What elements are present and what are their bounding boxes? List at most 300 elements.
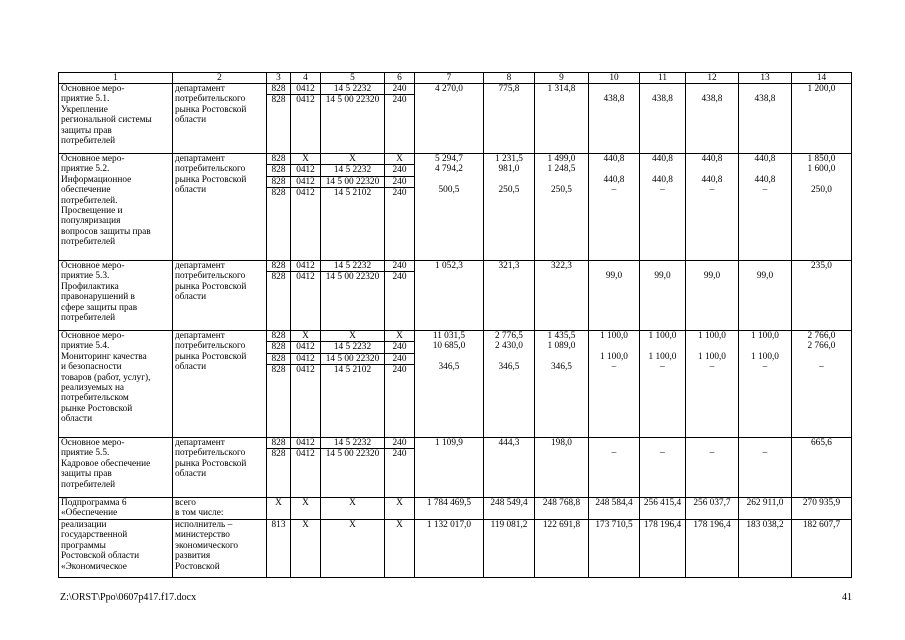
value-line: 828	[267, 176, 291, 187]
value-cell	[640, 84, 686, 154]
column-header: 5	[321, 73, 385, 84]
responsible-line: потребительского	[175, 341, 246, 352]
value-line: 0412	[291, 94, 321, 105]
value-cell	[484, 438, 535, 498]
responsible-cell	[173, 84, 267, 154]
value-cell	[385, 498, 415, 520]
value-cell	[792, 154, 852, 261]
value-cell	[291, 438, 321, 498]
value-line: 1 600,0	[807, 164, 836, 175]
activity-name-line: государственной	[61, 530, 128, 541]
column-header: 6	[385, 73, 415, 84]
value-line	[686, 438, 738, 448]
value-line: 346,5	[498, 362, 520, 373]
value-line: –	[611, 362, 617, 373]
value-line	[686, 261, 738, 271]
value-cell	[535, 498, 589, 520]
value-cell	[792, 331, 852, 438]
value-line: 122 691,8	[542, 520, 581, 530]
value-line: 828	[267, 187, 291, 198]
value-line: 14 5 00 22320	[321, 353, 385, 364]
responsible-line: министерство	[175, 530, 230, 541]
column-header: 10	[589, 73, 640, 84]
activity-name-line: области	[61, 414, 93, 425]
activity-name-line: потребителей.	[61, 195, 118, 206]
value-line	[535, 448, 588, 458]
value-line: 270 935,9	[802, 498, 841, 508]
value-cell	[484, 154, 535, 261]
activity-name-cell	[59, 84, 173, 154]
value-line	[739, 164, 791, 174]
value-cell	[415, 331, 484, 438]
value-cell	[535, 520, 589, 578]
activity-name-line: сфере защиты прав	[61, 302, 138, 313]
value-line: X	[349, 154, 356, 164]
value-line	[589, 261, 639, 271]
value-cell	[385, 331, 415, 438]
activity-name-line: приятие 5.4.	[61, 341, 110, 352]
value-cell	[739, 438, 792, 498]
value-line: –	[660, 362, 665, 373]
value-line: X	[302, 498, 309, 508]
activity-name-line: программы	[61, 540, 106, 551]
responsible-line: рынка Ростовской	[175, 281, 247, 292]
column-header: 1	[59, 73, 173, 84]
column-header: 8	[484, 73, 535, 84]
value-line: 2 776,5	[495, 331, 523, 341]
value-line	[640, 164, 685, 174]
value-line	[739, 84, 791, 94]
activity-name-cell	[59, 498, 173, 520]
table-row	[59, 331, 852, 438]
value-line: 0412	[296, 84, 315, 94]
value-cell	[484, 331, 535, 438]
value-line: –	[611, 448, 617, 459]
activity-name-line: Основное меро-	[61, 261, 125, 271]
value-line	[535, 175, 588, 185]
value-line: 440,8	[603, 154, 625, 164]
value-line	[686, 341, 738, 351]
value-line: X	[302, 154, 309, 164]
responsible-line: области	[175, 469, 207, 480]
value-line: 346,5	[438, 362, 460, 373]
value-line: –	[762, 362, 768, 373]
value-cell	[739, 261, 792, 331]
activity-name-line: региональной системы	[61, 115, 152, 126]
value-line: 256 415,4	[643, 498, 682, 508]
responsible-cell	[173, 520, 267, 578]
value-line: 828	[267, 271, 291, 282]
value-line: 438,8	[652, 94, 673, 105]
value-line: –	[611, 185, 617, 196]
value-line	[484, 175, 534, 185]
value-line	[484, 94, 534, 104]
value-cell	[640, 438, 686, 498]
value-line: 828	[271, 261, 286, 271]
value-line: 0412	[291, 271, 321, 282]
value-cell	[589, 154, 640, 261]
value-line: X	[349, 331, 356, 341]
value-line: 321,3	[498, 261, 520, 271]
value-line: X	[349, 498, 356, 508]
activity-name-line: Основное меро-	[61, 331, 125, 341]
value-line: 0412	[291, 364, 321, 375]
value-cell	[686, 438, 739, 498]
value-line: 828	[271, 154, 286, 164]
value-line: 1 248,5	[547, 164, 576, 175]
value-cell	[291, 331, 321, 438]
value-line	[535, 352, 588, 362]
value-line	[415, 94, 483, 104]
value-cell	[321, 520, 385, 578]
value-cell	[640, 331, 686, 438]
table-header-row	[59, 73, 852, 84]
activity-name-line: Профилактика	[61, 281, 119, 292]
value-cell	[484, 498, 535, 520]
value-line: 1 499,0	[547, 154, 576, 164]
activity-name-line: приятие 5.3.	[61, 271, 110, 282]
activity-name-line: популяризация	[61, 216, 121, 227]
value-line	[640, 341, 685, 351]
value-line: 440,8	[603, 174, 625, 185]
value-line: X	[302, 520, 309, 530]
value-line: 173 710,5	[595, 520, 633, 530]
value-line: 828	[267, 341, 291, 352]
value-line: 235,0	[811, 261, 832, 271]
value-line: 1 100,0	[600, 351, 628, 362]
value-cell	[291, 498, 321, 520]
responsible-line: области	[175, 185, 207, 196]
value-line	[535, 271, 588, 281]
value-line: 775,8	[498, 84, 520, 94]
value-cell	[686, 520, 739, 578]
activity-name-line: реализуемых на	[61, 382, 125, 393]
responsible-cell	[173, 261, 267, 331]
table-row	[59, 498, 852, 520]
value-line: 99,0	[703, 271, 721, 282]
value-line: 11 031,5	[432, 331, 466, 341]
budget-table	[58, 72, 852, 578]
value-line: 14 5 2232	[333, 84, 372, 94]
responsible-line: всего	[175, 498, 196, 508]
responsible-line: потребительского	[175, 94, 246, 105]
value-line: 438,8	[701, 94, 723, 105]
value-line	[415, 271, 483, 281]
value-line: 0412	[291, 448, 321, 459]
value-cell	[267, 498, 291, 520]
value-cell	[589, 438, 640, 498]
value-cell	[415, 261, 484, 331]
value-cell	[415, 438, 484, 498]
value-line: 178 196,4	[643, 520, 682, 530]
value-cell	[321, 498, 385, 520]
value-line: 248 768,8	[542, 498, 581, 508]
value-line	[484, 448, 534, 458]
value-line: 14 5 2102	[321, 187, 385, 198]
responsible-line: департамент	[175, 261, 225, 271]
value-line: 240	[385, 271, 415, 282]
value-cell	[792, 438, 852, 498]
value-line: 240	[392, 84, 407, 94]
column-header: 7	[415, 73, 484, 84]
value-cell	[535, 154, 589, 261]
value-line	[589, 84, 639, 94]
value-line: 828	[271, 331, 286, 341]
value-line: 1 784 469,5	[426, 498, 472, 508]
value-line: 0412	[291, 164, 321, 175]
value-cell	[321, 154, 385, 261]
responsible-line: рынка Ростовской	[175, 104, 247, 115]
value-cell	[415, 498, 484, 520]
responsible-line: исполнитель –	[175, 520, 233, 530]
activity-name-line: «Экономическое	[61, 561, 127, 572]
value-line	[792, 352, 851, 362]
value-cell	[385, 154, 415, 261]
responsible-line: области	[175, 362, 207, 373]
value-cell	[385, 438, 415, 498]
activity-name-cell	[59, 261, 173, 331]
value-cell	[739, 84, 792, 154]
value-line: 1 100,0	[751, 331, 779, 341]
responsible-line: экономического	[175, 540, 239, 551]
value-line	[589, 164, 639, 174]
value-line: –	[819, 362, 824, 373]
value-line: 1 231,5	[495, 154, 523, 164]
value-cell	[535, 438, 589, 498]
value-cell	[267, 154, 291, 261]
value-cell	[640, 498, 686, 520]
value-line	[640, 261, 685, 271]
value-line: 440,8	[701, 154, 723, 164]
value-line: X	[349, 520, 356, 530]
value-line	[640, 438, 685, 448]
activity-name-line: реализации	[61, 520, 107, 530]
value-line: X	[396, 498, 403, 508]
value-line: 4 794,2	[435, 164, 463, 175]
value-cell	[686, 261, 739, 331]
responsible-line: потребительского	[175, 448, 246, 459]
value-cell	[739, 154, 792, 261]
value-line	[484, 271, 534, 281]
activity-name-line: Укрепление	[61, 104, 108, 115]
value-line	[415, 352, 483, 362]
responsible-cell	[173, 154, 267, 261]
value-cell	[535, 261, 589, 331]
value-line: 250,0	[811, 185, 832, 196]
value-line: 1 100,0	[648, 331, 677, 341]
responsible-line: потребительского	[175, 164, 246, 175]
value-line: 438,8	[754, 94, 776, 105]
responsible-cell	[173, 438, 267, 498]
value-line: 1 089,0	[547, 341, 576, 352]
value-line: –	[709, 362, 715, 373]
responsible-line: в том числе:	[175, 508, 224, 519]
value-line: 99,0	[605, 271, 623, 282]
value-cell	[385, 261, 415, 331]
column-header: 2	[173, 73, 267, 84]
value-line: 14 5 2232	[321, 341, 385, 352]
value-line	[792, 448, 851, 458]
column-header: 9	[535, 73, 589, 84]
table-row	[59, 154, 852, 261]
value-line	[640, 84, 685, 94]
responsible-cell	[173, 331, 267, 438]
value-line: 5 294,7	[435, 154, 463, 164]
value-cell	[686, 331, 739, 438]
activity-name-line: Основное меро-	[61, 438, 125, 448]
value-line: 1 109,9	[435, 438, 463, 448]
value-line: 828	[267, 353, 291, 364]
activity-name-cell	[59, 154, 173, 261]
activity-name-line: приятие 5.5.	[61, 448, 110, 459]
value-line: 0412	[291, 187, 321, 198]
value-line: 1 100,0	[698, 331, 726, 341]
value-cell	[484, 520, 535, 578]
value-line: 2 430,0	[495, 341, 523, 352]
value-line: 440,8	[754, 154, 776, 164]
activity-name-line: «Обеспечение	[61, 508, 118, 519]
document-page	[58, 72, 851, 578]
value-line: 1 200,0	[807, 84, 836, 94]
file-path: Z:\ORST\Ppo\0607p417.f17.docx	[60, 592, 197, 603]
activity-name-line: Подпрограмма 6	[61, 498, 127, 508]
value-line	[484, 352, 534, 362]
responsible-line: развития	[175, 551, 211, 562]
activity-name-line: обеспечение	[61, 185, 111, 196]
activity-name-line: Кадровое обеспечение	[61, 458, 151, 469]
value-line: 322,3	[551, 261, 572, 271]
activity-name-line: вопросов защиты прав	[61, 226, 151, 237]
value-cell	[291, 520, 321, 578]
value-line: 1 100,0	[751, 351, 779, 362]
value-line: 10 685,0	[432, 341, 466, 352]
activity-name-line: потребителей	[61, 479, 116, 490]
value-line	[415, 448, 483, 458]
value-line	[686, 84, 738, 94]
value-cell	[321, 438, 385, 498]
value-line: 240	[385, 164, 415, 175]
activity-name-line: Информационное	[61, 174, 132, 185]
value-line	[792, 94, 851, 104]
activity-name-line: приятие 5.1.	[61, 94, 110, 105]
value-line: –	[762, 448, 768, 459]
value-line: 14 5 00 22320	[321, 448, 385, 459]
value-line: 2 766,0	[807, 331, 836, 341]
responsible-line: рынка Ростовской	[175, 458, 247, 469]
value-line: 828	[267, 448, 291, 459]
responsible-line: департамент	[175, 438, 225, 448]
value-line: 500,5	[438, 185, 460, 196]
value-line: 828	[271, 438, 286, 448]
value-cell	[589, 261, 640, 331]
activity-name-line: защиты прав	[61, 469, 112, 480]
value-line: 14 5 2232	[321, 164, 385, 175]
value-line: 828	[267, 164, 291, 175]
value-line: 0412	[291, 176, 321, 187]
value-line: 240	[392, 438, 407, 448]
value-line: –	[762, 185, 768, 196]
value-cell	[589, 331, 640, 438]
value-line: 440,8	[754, 174, 776, 185]
value-cell	[321, 84, 385, 154]
value-line: 828	[271, 84, 286, 94]
value-cell	[267, 520, 291, 578]
value-line: 440,8	[701, 174, 723, 185]
value-line: 256 037,7	[693, 498, 731, 508]
value-line: X	[302, 331, 309, 341]
value-cell	[739, 331, 792, 438]
value-line	[739, 438, 791, 448]
column-header: 14	[792, 73, 852, 84]
activity-name-line: рынке Ростовской	[61, 403, 133, 414]
value-line: 14 5 00 22320	[321, 271, 385, 282]
value-line	[792, 271, 851, 281]
value-line: 828	[267, 364, 291, 375]
value-line	[589, 438, 639, 448]
value-line: 240	[385, 94, 415, 105]
column-header: 13	[739, 73, 792, 84]
value-line: 2 766,0	[807, 341, 836, 352]
value-cell	[739, 520, 792, 578]
value-line: 813	[271, 520, 286, 530]
value-line: 438,8	[603, 94, 625, 105]
activity-name-line: приятие 5.2.	[61, 164, 110, 175]
value-cell	[535, 84, 589, 154]
value-line: 444,3	[498, 438, 520, 448]
responsible-line: департамент	[175, 84, 225, 94]
value-line	[792, 175, 851, 185]
value-line: 198,0	[551, 438, 572, 448]
value-line: 346,5	[551, 362, 572, 373]
activity-name-line: потребителей	[61, 312, 116, 323]
value-line: –	[660, 185, 665, 196]
value-cell	[686, 498, 739, 520]
value-line: –	[660, 448, 665, 459]
responsible-line: области	[175, 115, 207, 126]
value-line	[739, 261, 791, 271]
value-cell	[640, 154, 686, 261]
value-cell	[291, 261, 321, 331]
value-cell	[589, 498, 640, 520]
value-line: 99,0	[756, 271, 774, 282]
value-cell	[291, 84, 321, 154]
activity-name-line: правонарушений в	[61, 292, 135, 303]
activity-name-cell	[59, 331, 173, 438]
activity-name-line: Просвещение и	[61, 205, 123, 216]
value-line: 240	[385, 187, 415, 198]
activity-name-line: товаров (работ, услуг),	[61, 372, 151, 383]
activity-name-cell	[59, 438, 173, 498]
value-line: 14 5 2232	[333, 261, 372, 271]
value-cell	[792, 498, 852, 520]
table-row	[59, 84, 852, 154]
value-cell	[321, 261, 385, 331]
value-cell	[267, 438, 291, 498]
value-line	[739, 341, 791, 351]
value-cell	[267, 84, 291, 154]
responsible-line: департамент	[175, 331, 225, 341]
value-cell	[739, 498, 792, 520]
activity-name-line: Мониторинг качества	[61, 351, 147, 362]
value-line: 248 549,4	[490, 498, 528, 508]
value-line: –	[709, 185, 715, 196]
value-cell	[415, 520, 484, 578]
column-header: 12	[686, 73, 739, 84]
table-row	[59, 438, 852, 498]
value-cell	[589, 520, 640, 578]
value-line: 14 5 2102	[321, 364, 385, 375]
responsible-line: потребительского	[175, 271, 246, 282]
